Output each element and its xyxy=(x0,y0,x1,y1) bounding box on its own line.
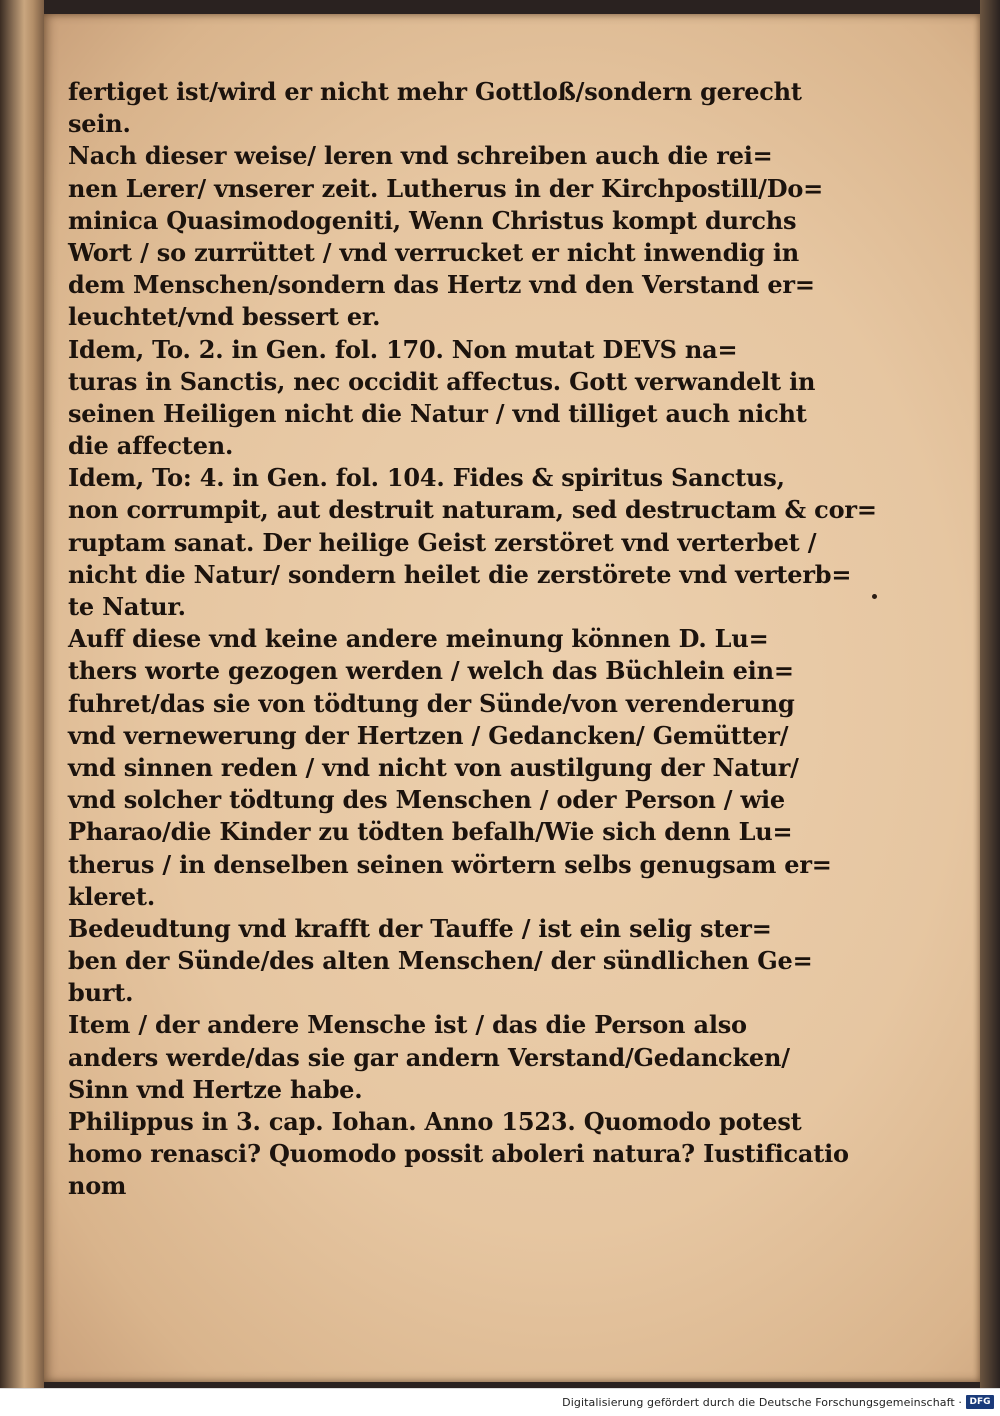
text-line: vnd sinnen reden / vnd nicht von austilgung der Natur/ xyxy=(68,752,799,782)
text-line: burt. xyxy=(68,978,134,1008)
footer-credit: Digitalisierung gefördert durch die Deutsche Forschungsgemeinschaft · xyxy=(562,1396,962,1409)
text-line: homo renasci? Quomodo possit aboleri natura? Iustificatio xyxy=(68,1139,849,1169)
dfg-logo: DFG xyxy=(966,1395,994,1409)
book-page xyxy=(44,14,980,1382)
text-line: vnd vernewerung der Hertzen / Gedancken/ Gemütter/ xyxy=(68,720,789,750)
text-line: ben der Sünde/des alten Menschen/ der sündlichen Ge= xyxy=(68,946,813,976)
text-line: vnd solcher tödtung des Menschen / oder Person / wie xyxy=(68,785,785,815)
text-line: te Natur. xyxy=(68,592,186,621)
text-line: Nach dieser weise/ leren vnd schreiben auch die rei= xyxy=(68,141,773,171)
ink-speck xyxy=(872,594,877,599)
text-line: Idem, To: 4. in Gen. fol. 104. Fides & spiritus Sanctus, xyxy=(68,463,785,493)
page-text xyxy=(68,76,877,1203)
text-line: kleret. xyxy=(68,881,155,911)
text-line: Philippus in 3. cap. Iohan. Anno 1523. Quomodo potest xyxy=(68,1107,802,1136)
text-line: sein. xyxy=(68,109,131,139)
text-line: seinen Heiligen nicht die Natur / vnd tilliget auch nicht xyxy=(68,398,807,428)
text-line: Item / der andere Mensche ist / das die Person also xyxy=(68,1010,747,1040)
text-line: Sinn vnd Hertze habe. xyxy=(68,1074,363,1104)
text-line: ruptam sanat. Der heilige Geist zerstöret vnd verterbet / xyxy=(68,527,817,557)
text-line: thers worte gezogen werden / welch das Büchlein ein= xyxy=(68,656,794,686)
text-line: Wort / so zurrüttet / vnd verrucket er nicht inwendig in xyxy=(68,237,800,267)
book-binding xyxy=(0,0,44,1388)
text-line: Idem, To. 2. in Gen. fol. 170. Non mutat DEVS na= xyxy=(68,334,738,364)
text-line: die affecten. xyxy=(68,431,234,461)
text-line: Bedeudtung vnd krafft der Tauffe / ist ein selig ster= xyxy=(68,913,772,943)
text-line: dem Menschen/sondern das Hertz vnd den Verstand er= xyxy=(68,270,815,300)
text-line: minica Quasimodogeniti, Wenn Christus kompt durchs xyxy=(68,205,797,235)
text-line: turas in Sanctis, nec occidit affectus. Gott verwandelt in xyxy=(68,366,816,396)
text-line: leuchtet/vnd bessert er. xyxy=(68,302,381,332)
text-line: nom xyxy=(68,1171,127,1201)
text-line: non corrumpit, aut destruit naturam, sed destructam & cor= xyxy=(68,495,877,525)
text-line: fertiget ist/wird er nicht mehr Gottloß/sondern gerecht xyxy=(68,77,802,106)
text-line: nen Lerer/ vnserer zeit. Lutherus in der Kirchpostill/Do= xyxy=(68,173,824,203)
footer-bar xyxy=(0,1388,1000,1416)
text-line: Auff diese vnd keine andere meinung können D. Lu= xyxy=(68,624,769,654)
text-line: nicht die Natur/ sondern heilet die zerstörete vnd verterb= xyxy=(68,559,852,589)
text-line: therus / in denselben seinen wörtern selbs genugsam er= xyxy=(68,849,832,879)
text-line: Pharao/die Kinder zu tödten befalh/Wie sich denn Lu= xyxy=(68,817,793,847)
text-line: fuhret/das sie von tödtung der Sünde/von verenderung xyxy=(68,688,795,718)
page-edge-shadow xyxy=(980,0,1000,1388)
text-line: anders werde/das sie gar andern Verstand/Gedancken/ xyxy=(68,1042,790,1072)
